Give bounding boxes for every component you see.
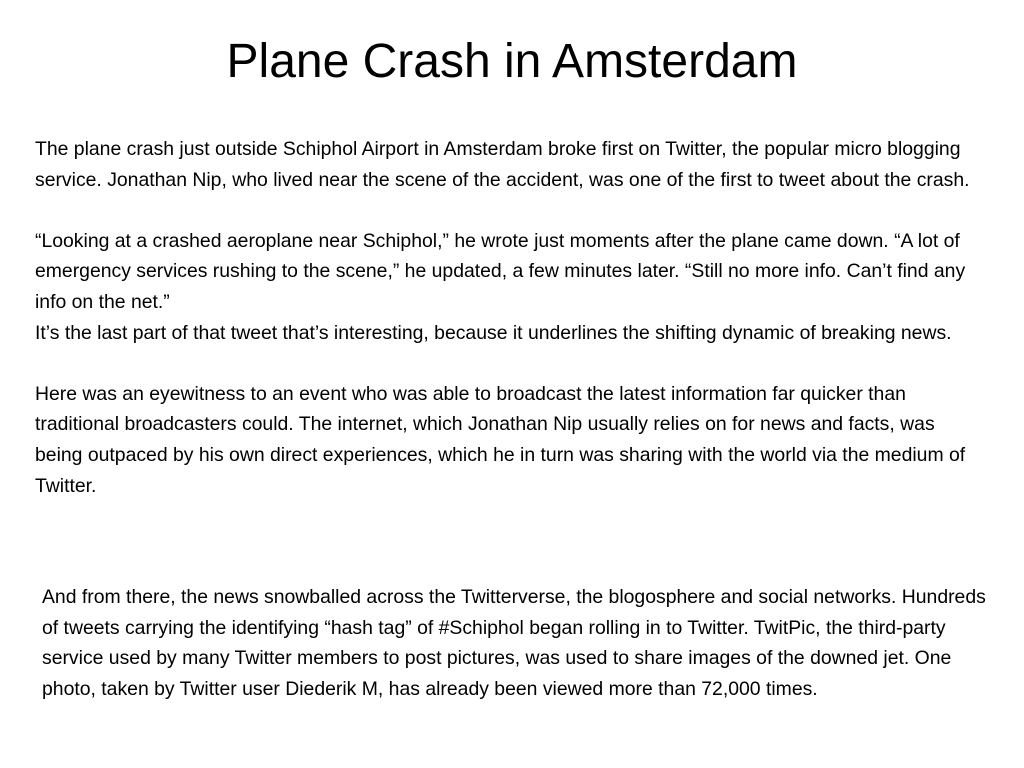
paragraph-eyewitness: Here was an eyewitness to an event who was able to broadcast the latest information far quicker than traditional broadcasters could. The internet, which Jonathan Nip usually relies on for news and facts, was being outpaced by his own direct experiences, which he in turn was sharing with the world via the medium of Twitter.	[35, 382, 966, 497]
slide-title: Plane Crash in Amsterdam	[226, 35, 798, 88]
paragraph-spacer	[35, 348, 985, 379]
second-text-box	[42, 582, 990, 704]
main-text-box	[35, 134, 985, 501]
paragraph-tweet-quotes: “Looking at a crashed aeroplane near Schiphol,” he wrote just moments after the plane came down. “A lot of emergency services rushing to the scene,” he updated, a few minutes later. “Still no more info. Can’t find any info on the net.”	[35, 229, 966, 313]
paragraph-spacer	[35, 195, 985, 226]
paragraph-snowball: And from there, the news snowballed across the Twitterverse, the blogosphere and social networks. Hundreds of tweets carrying the identifying “hash tag” of #Schiphol began rolling in to Twitter. TwitPic, the third-party service used by many Twitter members to post pictures, was used to share images of the downed jet. One photo, taken by Twitter user Diederik M, has already been viewed more than 72,000 times.	[42, 586, 986, 700]
paragraph-breaking-news: It’s the last part of that tweet that’s interesting, because it underlines the shifting dynamic of breaking news.	[35, 321, 952, 344]
paragraph-schiphol-crash: The plane crash just outside Schiphol Airport in Amsterdam broke first on Twitter, the popular micro blogging service. Jonathan Nip, who lived near the scene of the accident, was one of the first to tweet about the crash.	[35, 138, 970, 191]
